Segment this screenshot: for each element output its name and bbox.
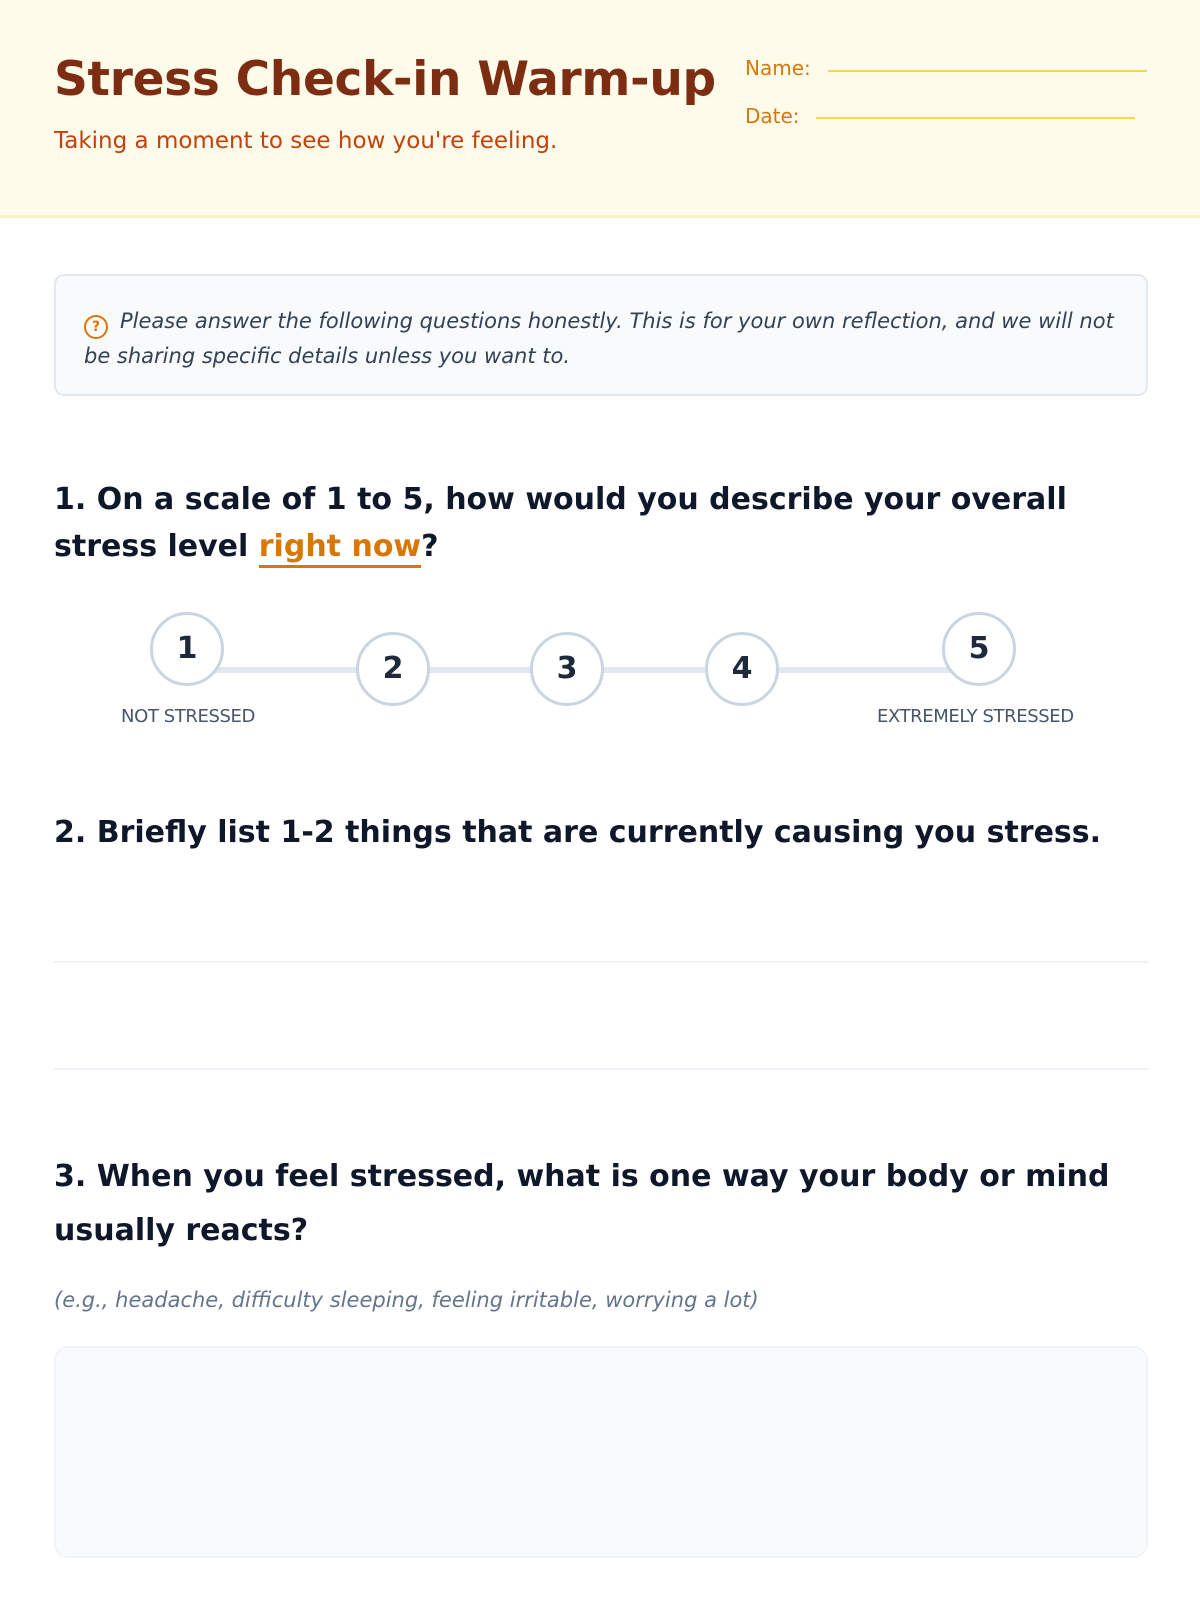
question-1-prefix: 1. On a scale of 1 to 5, how would you describe your overall stress level — [54, 482, 1067, 564]
scale-option-4[interactable]: 4 — [705, 632, 779, 706]
scale-option-1[interactable]: 1 — [150, 612, 224, 686]
answer-line-2[interactable] — [54, 1068, 1148, 1070]
question-1-highlight: right now — [259, 529, 421, 568]
question-3-hint: (e.g., headache, difficulty sleeping, feeling irritable, worrying a lot) — [54, 1288, 759, 1312]
question-3: 3. When you feel stressed, what is one way your body or mind usually reacts? — [54, 1159, 1110, 1248]
name-label: Name: — [745, 56, 811, 80]
question-1-suffix: ? — [421, 529, 439, 564]
question-circle-icon: ? — [84, 315, 108, 339]
scale-option-2[interactable]: 2 — [356, 632, 430, 706]
notice-text: Please answer the following questions honestly. This is for your own reflection, and we will not be sharing specific details unless you want to. — [84, 309, 1114, 368]
scale-option-3[interactable]: 3 — [530, 632, 604, 706]
answer-line-1[interactable] — [54, 961, 1148, 963]
answer-box[interactable] — [54, 1346, 1148, 1558]
scale-option-5[interactable]: 5 — [942, 612, 1016, 686]
page-title: Stress Check-in Warm-up — [54, 52, 716, 107]
date-label: Date: — [745, 104, 800, 128]
page-subtitle: Taking a moment to see how you're feeling. — [54, 128, 558, 154]
instructions-notice — [54, 274, 1148, 396]
scale-low-label: NOT STRESSED — [121, 706, 255, 727]
worksheet-header — [0, 0, 1200, 218]
name-field[interactable] — [828, 70, 1147, 72]
scale-high-label: EXTREMELY STRESSED — [877, 706, 1074, 727]
question-2: 2. Briefly list 1-2 things that are currently causing you stress. — [54, 815, 1102, 850]
question-1 — [54, 476, 1154, 570]
date-field[interactable] — [816, 117, 1135, 119]
